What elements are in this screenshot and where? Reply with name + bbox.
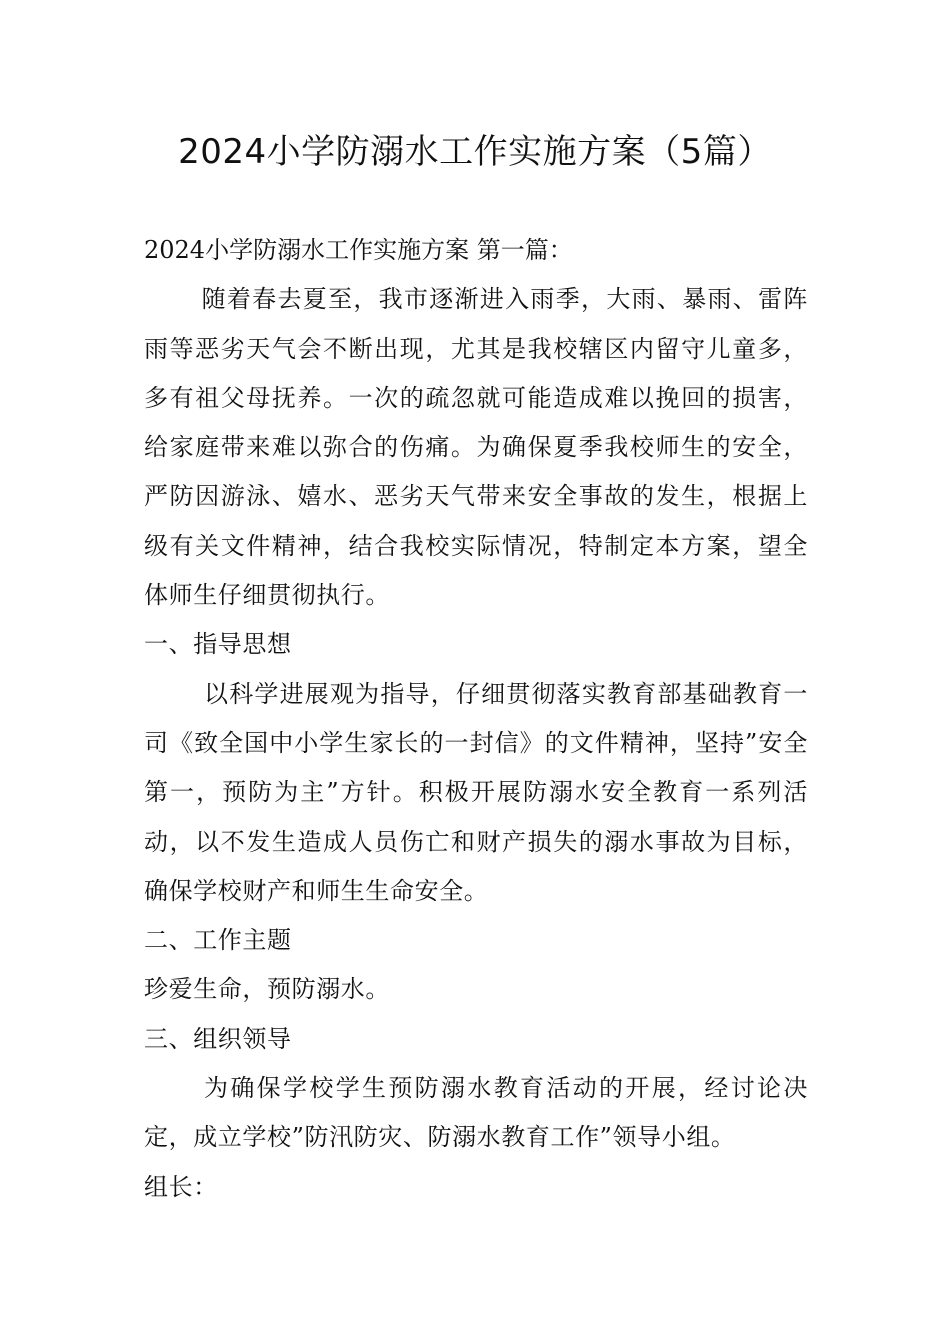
heading-guiding-ideology: 一、指导思想 xyxy=(144,630,292,659)
heading-organization: 三、组织领导 xyxy=(144,1024,292,1053)
section-subtitle: 2024小学防溺水工作实施方案 第一篇： xyxy=(144,236,573,264)
guiding-ideology-paragraph: 以科学进展观为指导，仔细贯彻落实教育部基础教育一司《致全国中小学生家长的一封信》的文件精神，坚持”安全第一，预防为主”方针。积极开展防溺水安全教育一系列活动，以不发生造成人员伤亡和财产损失的溺水事故为目标，确保学校财产和师生生命安全。 xyxy=(144,679,808,905)
heading-work-theme: 二、工作主题 xyxy=(144,926,292,955)
intro-paragraph: 随着春去夏至，我市逐渐进入雨季，大雨、暴雨、雷阵雨等恶劣天气会不断出现，尤其是我校辖区内留守儿童多，多有祖父母抚养。一次的疏忽就可能造成难以挽回的损害，给家庭带来难以弥合的伤痛。为确保夏季我校师生的安全，严防因游泳、嬉水、恶劣天气带来安全事故的发生，根据上级有关文件精神，结合我校实际情况，特制定本方案，望全体师生仔细贯彻执行。 xyxy=(144,285,808,610)
work-theme-paragraph: 珍爱生命，预防溺水。 xyxy=(144,975,390,1004)
document-body xyxy=(144,226,808,1212)
document-title: 2024小学防溺水工作实施方案（5篇） xyxy=(178,132,772,172)
organization-paragraph: 为确保学校学生预防溺水教育活动的开展，经讨论决定，成立学校”防汛防灾、防溺水教育工作”领导小组。 xyxy=(144,1074,808,1152)
team-leader-label: 组长： xyxy=(144,1172,218,1201)
